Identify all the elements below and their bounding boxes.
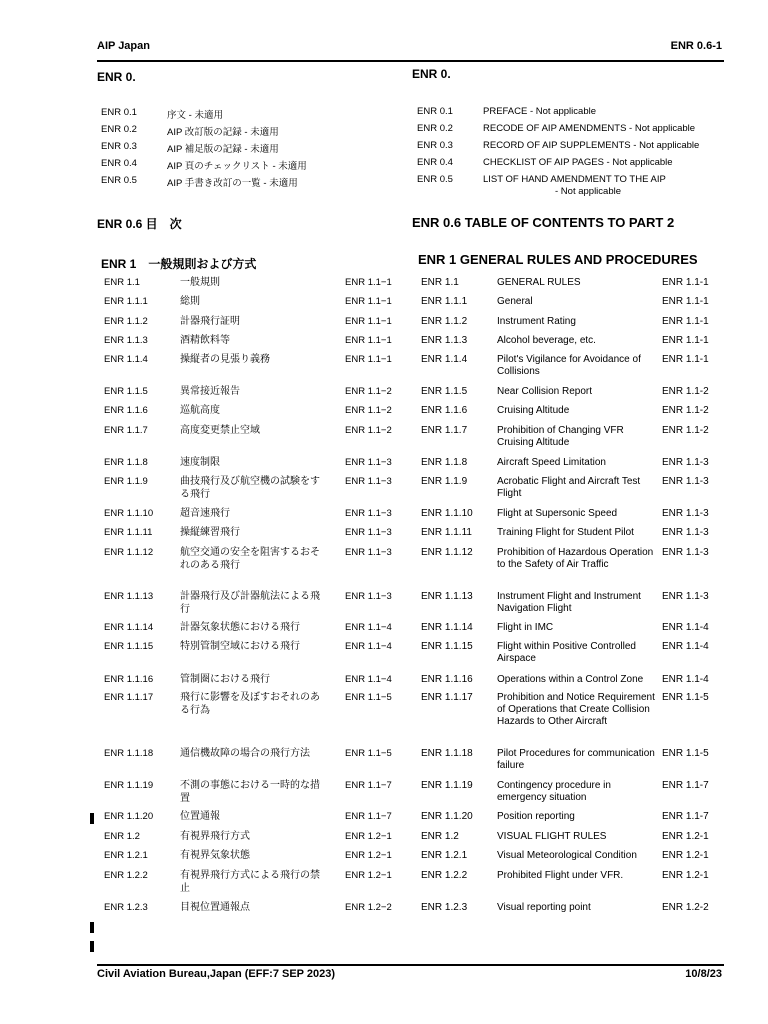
en-row-page: ENR 1.1-3 xyxy=(662,457,709,468)
en-row-title: GENERAL RULES xyxy=(497,277,581,288)
en-row-page: ENR 1.1-5 xyxy=(662,748,709,759)
jp-row-title: 曲技飛行及び航空機の試験をする飛行 xyxy=(180,476,320,500)
jp-row-page: ENR 1.1−7 xyxy=(345,780,392,791)
en-row-page: ENR 1.2-2 xyxy=(662,902,709,913)
en-row-title: VISUAL FLIGHT RULES xyxy=(497,831,607,842)
jp-row-page: ENR 1.1−1 xyxy=(345,277,392,288)
jp-row-page: ENR 1.1−5 xyxy=(345,692,392,703)
en-row-page: ENR 1.1-5 xyxy=(662,692,709,703)
en-row-title: Visual reporting point xyxy=(497,902,591,913)
jp-enr0-code: ENR 0.1 xyxy=(101,107,137,118)
jp-row-page: ENR 1.1−4 xyxy=(345,622,392,633)
jp-row-code: ENR 1.1.13 xyxy=(104,591,154,602)
header-left: AIP Japan xyxy=(97,40,150,52)
en-row-page: ENR 1.1-7 xyxy=(662,811,709,822)
en-row-title: Prohibited Flight under VFR. xyxy=(497,870,624,881)
jp-row-page: ENR 1.1−5 xyxy=(345,748,392,759)
en-enr0-text: RECODE OF AIP AMENDMENTS - Not applicable xyxy=(483,123,696,134)
jp-row-title: 高度変更禁止空域 xyxy=(180,425,260,436)
en-row-page: ENR 1.1-1 xyxy=(662,316,709,327)
jp-enr0-text: AIP 頁のチェックリスト - 未適用 xyxy=(167,161,307,172)
jp-row-title: 特別管制空域における飛行 xyxy=(180,641,300,652)
jp-row-title: 操縦者の見張り義務 xyxy=(180,354,270,365)
en-row-code: ENR 1.1.12 xyxy=(421,547,473,558)
en-row-code: ENR 1.2.1 xyxy=(421,850,468,861)
en-enr0-code: ENR 0.2 xyxy=(417,123,453,134)
en-row-code: ENR 1.2 xyxy=(421,831,459,842)
en-row-code: ENR 1.1.2 xyxy=(421,316,468,327)
change-bar xyxy=(90,941,94,952)
jp-row-code: ENR 1.1.9 xyxy=(104,476,148,487)
en-row-page: ENR 1.1-3 xyxy=(662,508,709,519)
jp-enr0-code: ENR 0.3 xyxy=(101,141,137,152)
jp-row-page: ENR 1.1−2 xyxy=(345,386,392,397)
en-row-code: ENR 1.1.4 xyxy=(421,354,468,365)
jp-row-page: ENR 1.1−3 xyxy=(345,457,392,468)
en-row-code: ENR 1.1.17 xyxy=(421,692,473,703)
jp-row-page: ENR 1.1−1 xyxy=(345,296,392,307)
jp-row-page: ENR 1.1−2 xyxy=(345,405,392,416)
en-row-code: ENR 1.1 xyxy=(421,277,459,288)
jp-part-title: ENR 1 一般規則および方式 xyxy=(101,257,257,271)
jp-row-title: 総則 xyxy=(180,296,200,307)
jp-row-title: 計器飛行証明 xyxy=(180,316,240,327)
jp-row-title: 計器飛行及び計器航法による飛行 xyxy=(180,591,320,615)
en-row-title: Alcohol beverage, etc. xyxy=(497,335,596,346)
en-row-title: Position reporting xyxy=(497,811,575,822)
jp-row-code: ENR 1.1.18 xyxy=(104,748,154,759)
en-row-code: ENR 1.1.15 xyxy=(421,641,473,652)
header-right: ENR 0.6-1 xyxy=(670,40,722,52)
en-row-page: ENR 1.1-4 xyxy=(662,674,709,685)
en-enr0-code: ENR 0.3 xyxy=(417,140,453,151)
change-bar xyxy=(90,922,94,933)
jp-row-title: 一般規則 xyxy=(180,277,220,288)
en-row-page: ENR 1.1-4 xyxy=(662,622,709,633)
jp-row-code: ENR 1.2.1 xyxy=(104,850,148,861)
jp-enr0-text: AIP 改訂版の記録 - 未適用 xyxy=(167,127,279,138)
jp-enr0-title: ENR 0. xyxy=(97,70,136,84)
jp-row-code: ENR 1.2 xyxy=(104,831,140,842)
jp-row-title: 巡航高度 xyxy=(180,405,220,416)
en-row-page: ENR 1.1-1 xyxy=(662,296,709,307)
en-row-page: ENR 1.1-4 xyxy=(662,641,709,652)
en-row-code: ENR 1.1.13 xyxy=(421,591,473,602)
en-row-title: Instrument Flight and Instrument Navigation Flight xyxy=(497,591,641,614)
jp-row-page: ENR 1.1−3 xyxy=(345,476,392,487)
en-row-title: Operations within a Control Zone xyxy=(497,674,644,685)
footer-right: 10/8/23 xyxy=(685,968,722,980)
en-enr0-code: ENR 0.4 xyxy=(417,157,453,168)
en-enr0-title: ENR 0. xyxy=(412,67,451,81)
en-row-title: Flight in IMC xyxy=(497,622,554,633)
en-part-title: ENR 1 GENERAL RULES AND PROCEDURES xyxy=(418,252,698,267)
en-row-title: Visual Meteorological Condition xyxy=(497,850,637,861)
jp-row-code: ENR 1.1.5 xyxy=(104,386,148,397)
jp-row-code: ENR 1.1.12 xyxy=(104,547,154,558)
en-enr0-text: CHECKLIST OF AIP PAGES - Not applicable xyxy=(483,157,673,168)
jp-row-title: 飛行に影響を及ぼすおそれのある行為 xyxy=(180,692,320,716)
jp-row-code: ENR 1.1.16 xyxy=(104,674,154,685)
jp-row-title: 航空交通の安全を阻害するおそれのある飛行 xyxy=(180,547,320,571)
jp-row-page: ENR 1.1−3 xyxy=(345,508,392,519)
jp-row-code: ENR 1.1.20 xyxy=(104,811,154,822)
en-row-title: Instrument Rating xyxy=(497,316,576,327)
en-row-page: ENR 1.1-3 xyxy=(662,476,709,487)
jp-row-title: 有視界飛行方式による飛行の禁止 xyxy=(180,870,320,894)
jp-row-code: ENR 1.1.15 xyxy=(104,641,154,652)
jp-row-code: ENR 1.1.2 xyxy=(104,316,148,327)
jp-row-title: 操縦練習飛行 xyxy=(180,527,240,538)
en-row-code: ENR 1.1.18 xyxy=(421,748,473,759)
en-row-title: Flight within Positive Controlled Airspace xyxy=(497,641,636,664)
en-enr0-text: RECORD OF AIP SUPPLEMENTS - Not applicable xyxy=(483,140,700,151)
jp-row-page: ENR 1.2−2 xyxy=(345,902,392,913)
jp-row-page: ENR 1.1−3 xyxy=(345,527,392,538)
en-row-title: General xyxy=(497,296,533,307)
footer-rule xyxy=(97,964,724,966)
en-row-page: ENR 1.1-3 xyxy=(662,591,709,602)
jp-row-code: ENR 1.1.3 xyxy=(104,335,148,346)
jp-enr0-code: ENR 0.5 xyxy=(101,175,137,186)
en-row-page: ENR 1.1-3 xyxy=(662,527,709,538)
en-row-page: ENR 1.1-7 xyxy=(662,780,709,791)
en-row-code: ENR 1.1.11 xyxy=(421,527,472,538)
jp-enr0-text: AIP 手書き改訂の一覧 - 未適用 xyxy=(167,178,298,189)
jp-row-page: ENR 1.1−1 xyxy=(345,335,392,346)
jp-row-code: ENR 1.1.14 xyxy=(104,622,154,633)
jp-row-page: ENR 1.1−3 xyxy=(345,591,392,602)
jp-row-page: ENR 1.1−4 xyxy=(345,674,392,685)
jp-row-page: ENR 1.1−3 xyxy=(345,547,392,558)
en-row-page: ENR 1.1-1 xyxy=(662,277,709,288)
en-row-page: ENR 1.1-2 xyxy=(662,425,709,436)
en-row-title: Cruising Altitude xyxy=(497,405,570,416)
jp-row-title: 酒精飲料等 xyxy=(180,335,230,346)
jp-row-page: ENR 1.1−1 xyxy=(345,316,392,327)
en-row-page: ENR 1.1-3 xyxy=(662,547,709,558)
en-row-page: ENR 1.1-2 xyxy=(662,405,709,416)
jp-row-page: ENR 1.2−1 xyxy=(345,870,392,881)
en-row-code: ENR 1.1.3 xyxy=(421,335,468,346)
en-row-title: Near Collision Report xyxy=(497,386,593,397)
en-row-title: Acrobatic Flight and Aircraft Test Flight xyxy=(497,476,641,499)
jp-row-title: 目視位置通報点 xyxy=(180,902,250,913)
jp-row-title: 位置通報 xyxy=(180,811,220,822)
jp-row-title: 不測の事態における一時的な措置 xyxy=(180,780,320,804)
en-row-title: Prohibition of Changing VFR Cruising Altitude xyxy=(497,425,624,448)
footer-left: Civil Aviation Bureau,Japan (EFF:7 SEP 2023) xyxy=(97,968,335,980)
jp-row-page: ENR 1.1−7 xyxy=(345,811,392,822)
jp-row-title: 計器気象状態における飛行 xyxy=(180,622,300,633)
jp-row-code: ENR 1.1.4 xyxy=(104,354,148,365)
en-row-page: ENR 1.2-1 xyxy=(662,831,709,842)
jp-row-code: ENR 1.2.3 xyxy=(104,902,148,913)
jp-enr0-code: ENR 0.4 xyxy=(101,158,137,169)
jp-row-code: ENR 1.1.6 xyxy=(104,405,148,416)
en-row-code: ENR 1.1.6 xyxy=(421,405,468,416)
en-row-title: Prohibition of Hazardous Operation to the Safety of Air Traffic xyxy=(497,547,654,570)
en-row-code: ENR 1.1.5 xyxy=(421,386,468,397)
jp-toc-title: ENR 0.6 目 次 xyxy=(97,217,182,231)
en-row-title: Prohibition and Notice Requirement of Operations that Create Collision Hazards to Other Aircraft xyxy=(497,692,655,727)
en-row-page: ENR 1.2-1 xyxy=(662,850,709,861)
jp-row-title: 管制圏における飛行 xyxy=(180,674,270,685)
en-row-title: Pilot Procedures for communication failure xyxy=(497,748,655,771)
en-row-page: ENR 1.2-1 xyxy=(662,870,709,881)
en-row-title: Aircraft Speed Limitation xyxy=(497,457,606,468)
en-row-page: ENR 1.1-1 xyxy=(662,335,709,346)
en-row-title: Contingency procedure in emergency situation xyxy=(497,780,611,803)
jp-row-code: ENR 1.1.8 xyxy=(104,457,148,468)
jp-row-code: ENR 1.1 xyxy=(104,277,140,288)
jp-row-title: 有視界飛行方式 xyxy=(180,831,250,842)
en-row-code: ENR 1.2.2 xyxy=(421,870,468,881)
jp-enr0-code: ENR 0.2 xyxy=(101,124,137,135)
en-enr0-code: ENR 0.5 xyxy=(417,174,453,185)
en-toc-title: ENR 0.6 TABLE OF CONTENTS TO PART 2 xyxy=(412,215,675,230)
en-row-page: ENR 1.1-2 xyxy=(662,386,709,397)
change-bar xyxy=(90,813,94,824)
en-row-code: ENR 1.1.16 xyxy=(421,674,473,685)
jp-row-code: ENR 1.1.10 xyxy=(104,508,154,519)
jp-row-page: ENR 1.1−4 xyxy=(345,641,392,652)
jp-row-page: ENR 1.2−1 xyxy=(345,831,392,842)
jp-row-title: 超音速飛行 xyxy=(180,508,230,519)
jp-row-code: ENR 1.1.7 xyxy=(104,425,148,436)
en-row-code: ENR 1.1.10 xyxy=(421,508,473,519)
en-row-code: ENR 1.1.8 xyxy=(421,457,468,468)
en-row-code: ENR 1.1.7 xyxy=(421,425,468,436)
en-row-page: ENR 1.1-1 xyxy=(662,354,709,365)
en-row-title: Flight at Supersonic Speed xyxy=(497,508,618,519)
header-rule xyxy=(97,60,724,62)
en-row-title: Pilot's Vigilance for Avoidance of Collisions xyxy=(497,354,641,377)
jp-enr0-text: 序文 - 未適用 xyxy=(167,110,223,121)
jp-row-code: ENR 1.2.2 xyxy=(104,870,148,881)
jp-row-code: ENR 1.1.17 xyxy=(104,692,154,703)
en-row-code: ENR 1.1.1 xyxy=(421,296,468,307)
jp-row-page: ENR 1.1−1 xyxy=(345,354,392,365)
jp-row-title: 通信機故障の場合の飛行方法 xyxy=(180,748,310,759)
en-enr0-text-cont: - Not applicable xyxy=(555,186,622,197)
jp-row-page: ENR 1.2−1 xyxy=(345,850,392,861)
en-row-code: ENR 1.1.19 xyxy=(421,780,473,791)
en-row-title: Training Flight for Student Pilot xyxy=(497,527,634,538)
jp-row-title: 有視界気象状態 xyxy=(180,850,250,861)
en-enr0-text: PREFACE - Not applicable xyxy=(483,106,596,117)
en-row-code: ENR 1.1.9 xyxy=(421,476,468,487)
en-row-code: ENR 1.1.14 xyxy=(421,622,473,633)
jp-row-title: 異常接近報告 xyxy=(180,386,240,397)
jp-enr0-text: AIP 補足版の記録 - 未適用 xyxy=(167,144,279,155)
jp-row-title: 速度制限 xyxy=(180,457,220,468)
jp-row-page: ENR 1.1−2 xyxy=(345,425,392,436)
jp-row-code: ENR 1.1.11 xyxy=(104,527,153,538)
jp-row-code: ENR 1.1.19 xyxy=(104,780,154,791)
en-enr0-code: ENR 0.1 xyxy=(417,106,453,117)
jp-row-code: ENR 1.1.1 xyxy=(104,296,148,307)
en-row-code: ENR 1.1.20 xyxy=(421,811,473,822)
en-row-code: ENR 1.2.3 xyxy=(421,902,468,913)
en-enr0-text: LIST OF HAND AMENDMENT TO THE AIP xyxy=(483,174,666,185)
